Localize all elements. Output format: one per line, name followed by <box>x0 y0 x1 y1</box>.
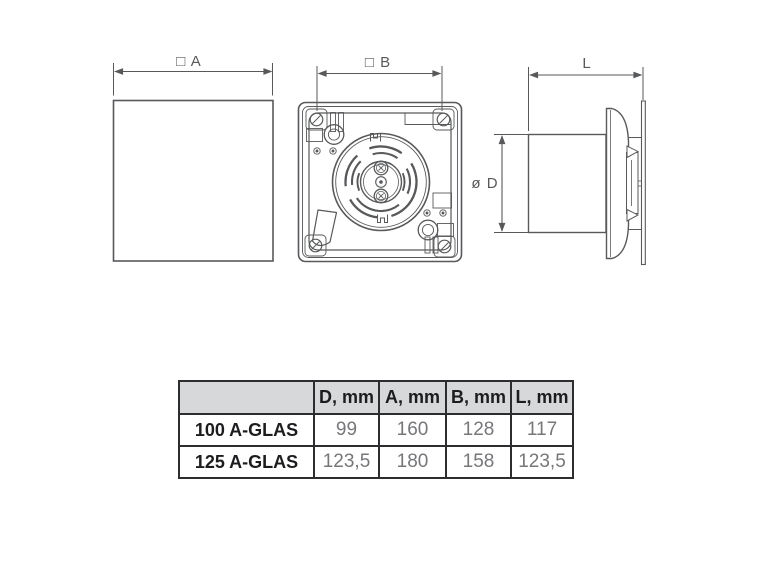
impeller <box>333 134 430 231</box>
value-b: 128 <box>446 414 511 446</box>
dim-l-label: L <box>582 55 592 72</box>
dimensions-table <box>178 380 574 479</box>
value-a: 160 <box>379 414 446 446</box>
table-row <box>179 446 573 478</box>
header-l: L, mm <box>511 381 573 414</box>
dim-d-label: ø D <box>471 175 499 192</box>
value-a: 180 <box>379 446 446 478</box>
front-view <box>114 53 274 261</box>
side-bracket <box>627 146 642 221</box>
duct-spigot <box>529 135 607 233</box>
dim-a-label: □ A <box>176 53 202 70</box>
table-row <box>179 414 573 446</box>
side-view <box>471 55 645 265</box>
header-d: D, mm <box>314 381 379 414</box>
corner-screw-tl <box>310 113 323 126</box>
front-panel-outline <box>114 101 274 262</box>
model-name: 125 A-GLAS <box>179 446 314 478</box>
value-l: 123,5 <box>511 446 573 478</box>
pilot-holes-br <box>424 210 446 216</box>
header-b: B, mm <box>446 381 511 414</box>
hub-screw-bottom <box>374 189 388 203</box>
cable-entry-wedge <box>313 210 337 246</box>
back-view <box>299 54 462 262</box>
corner-screw-tr <box>437 113 450 126</box>
header-a: A, mm <box>379 381 446 414</box>
table-header-row <box>179 381 573 414</box>
model-name: 100 A-GLAS <box>179 414 314 446</box>
terminal-box <box>433 193 452 208</box>
mount-bracket-tl <box>307 113 344 145</box>
value-b: 158 <box>446 446 511 478</box>
hub-screw-top <box>374 161 388 175</box>
value-d: 99 <box>314 414 379 446</box>
pilot-holes-tl <box>314 148 336 154</box>
dim-b-label: □ B <box>364 54 392 71</box>
header-empty-cell <box>179 381 314 414</box>
latch-tab-bottom <box>378 215 388 223</box>
value-d: 123,5 <box>314 446 379 478</box>
housing-profile <box>607 109 629 259</box>
value-l: 117 <box>511 414 573 446</box>
glass-plate-profile <box>642 101 646 265</box>
